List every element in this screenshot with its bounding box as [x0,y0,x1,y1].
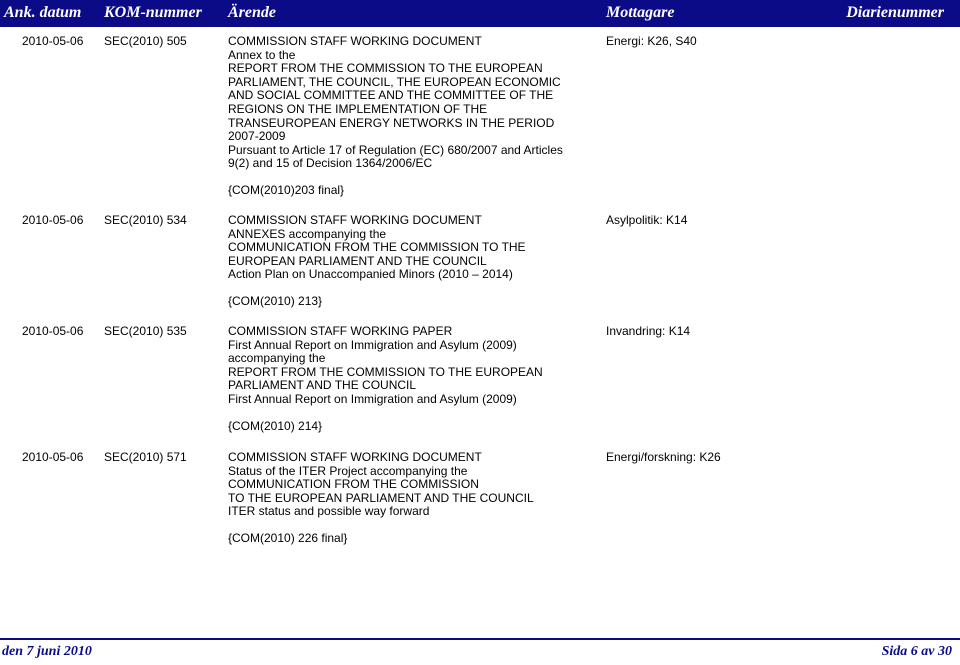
row-kom-nummer: SEC(2010) 505 [104,34,187,48]
arende-line: REPORT FROM THE COMMISSION TO THE EUROPEAN [228,364,543,379]
arende-line: ITER status and possible way forward [228,504,430,519]
arende-line: PARLIAMENT, THE COUNCIL, THE EUROPEAN ECONOMIC [228,74,561,89]
arende-line: COMMUNICATION FROM THE COMMISSION [228,477,479,492]
header-mottagare: Mottagare [606,4,675,21]
arende-line: COMMUNICATION FROM THE COMMISSION TO THE [228,240,526,255]
arende-line: Annex to the [228,47,296,62]
com-reference: {COM(2010) 213} [228,293,323,308]
row-mottagare: Energi: K26, S40 [606,34,697,48]
arende-line: EUROPEAN PARLIAMENT AND THE COUNCIL [228,253,487,268]
footer-page-number: Sida 6 av 30 [881,644,952,659]
arende-line: ANNEXES accompanying the [228,226,387,241]
arende-line: AND SOCIAL COMMITTEE AND THE COMMITTEE OF THE [228,88,554,103]
row-arende [228,35,588,198]
arende-line: 2007-2009 [228,129,286,144]
header-kom-nummer: KOM-nummer [104,4,202,21]
row-date: 2010-05-06 [22,324,84,338]
arende-line: 9(2) and 15 of Decision 1364/2006/EC [228,156,433,171]
arende-line: accompanying the [228,351,326,366]
row-date: 2010-05-06 [22,213,84,227]
header-arende: Ärende [228,4,276,21]
table-header [0,0,960,27]
arende-line: PARLIAMENT AND THE COUNCIL [228,378,417,393]
arende-line: Status of the ITER Project accompanying the [228,463,468,478]
row-kom-nummer: SEC(2010) 535 [104,324,187,338]
row-mottagare: Invandring: K14 [606,324,691,338]
arende-line: Action Plan on Unaccompanied Minors (2010 – 2014) [228,267,513,282]
arende-line: TO THE EUROPEAN PARLIAMENT AND THE COUNCIL [228,490,534,505]
row-date: 2010-05-06 [22,34,84,48]
arende-line: TRANSEUROPEAN ENERGY NETWORKS IN THE PERIOD [228,115,555,130]
row-date: 2010-05-06 [22,450,84,464]
arende-line: First Annual Report on Immigration and Asylum (2009) [228,391,517,406]
footer-date: den 7 juni 2010 [2,644,92,659]
header-diarienummer: Diarienummer [846,4,944,21]
arende-line: COMMISSION STAFF WORKING DOCUMENT [228,450,482,464]
footer-divider [0,638,960,640]
row-arende [228,325,588,433]
row-kom-nummer: SEC(2010) 534 [104,213,187,227]
arende-line: COMMISSION STAFF WORKING PAPER [228,324,453,338]
com-reference: {COM(2010)203 final} [228,182,345,197]
arende-line: COMMISSION STAFF WORKING DOCUMENT [228,213,482,227]
row-mottagare: Asylpolitik: K14 [606,213,688,227]
arende-line: COMMISSION STAFF WORKING DOCUMENT [228,34,482,48]
arende-line: REGIONS ON THE IMPLEMENTATION OF THE [228,101,488,116]
arende-line: First Annual Report on Immigration and Asylum (2009) [228,337,517,352]
row-kom-nummer: SEC(2010) 571 [104,450,187,464]
com-reference: {COM(2010) 214} [228,418,323,433]
arende-line: Pursuant to Article 17 of Regulation (EC) 680/2007 and Articles [228,142,563,157]
arende-line: REPORT FROM THE COMMISSION TO THE EUROPEAN [228,61,543,76]
header-ank-datum: Ank. datum [4,4,82,21]
com-reference: {COM(2010) 226 final} [228,530,348,545]
row-arende [228,451,588,546]
row-arende [228,214,588,309]
row-mottagare: Energi/forskning: K26 [606,450,721,464]
